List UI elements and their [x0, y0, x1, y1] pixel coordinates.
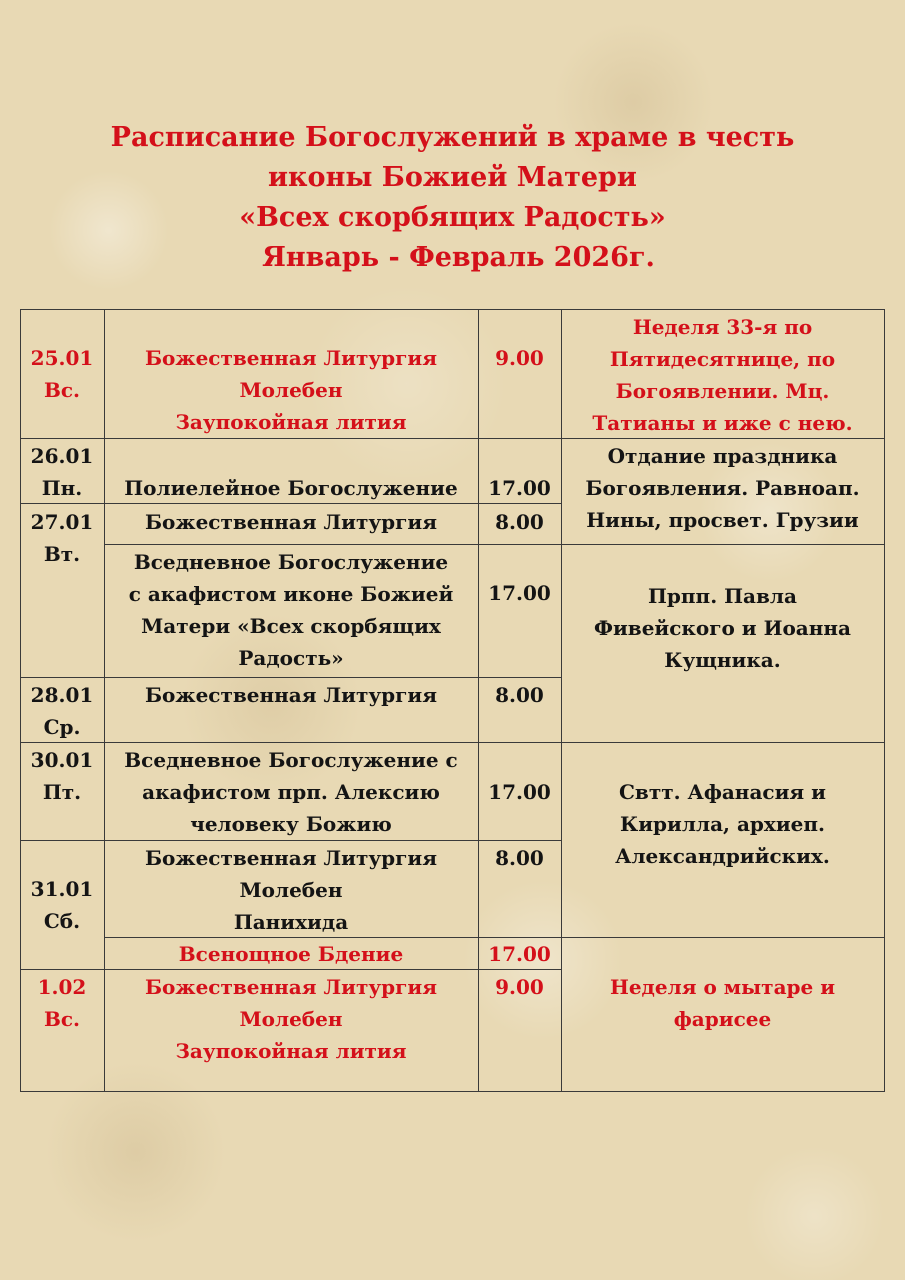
- feast-line: Отдание праздника: [607, 444, 838, 468]
- service-item: Всенощное Бдение: [178, 942, 404, 966]
- feast-line: Нины, просвет. Грузии: [586, 508, 859, 532]
- date: 25.01: [30, 346, 94, 370]
- date-cell: [20, 971, 104, 1035]
- date-cell: [20, 506, 104, 570]
- service-item: Божественная Литургия: [144, 683, 438, 707]
- service-item: Вседневное Богослужение: [133, 550, 449, 574]
- time: 8.00: [495, 683, 544, 707]
- feast-line: Богоявления. Равноап.: [585, 476, 860, 500]
- service-item: Радость»: [238, 646, 344, 670]
- feast-line: Кущника.: [664, 648, 781, 672]
- service-cell: [104, 938, 478, 970]
- time: 17.00: [488, 942, 551, 966]
- feast-cell: [561, 311, 884, 439]
- service-item: Полиелейное Богослужение: [124, 476, 458, 500]
- feast-line: Неделя о мытаре и: [609, 975, 836, 999]
- title-line: иконы Божией Матери: [268, 162, 637, 193]
- time-cell: [478, 842, 561, 874]
- service-cell: [104, 472, 478, 504]
- service-item: акафистом прп. Алексию: [142, 780, 440, 804]
- time: 9.00: [495, 346, 544, 370]
- weekday: Пт.: [42, 780, 82, 804]
- time-cell: [478, 971, 561, 1003]
- weekday: Ср.: [43, 715, 81, 739]
- time-cell: [478, 472, 561, 504]
- title-line: Расписание Богослужений в храме в честь: [110, 122, 795, 153]
- date: 30.01: [30, 748, 94, 772]
- feast-line: Пятидесятнице, по: [609, 347, 836, 371]
- time-cell: [478, 776, 561, 808]
- service-item: Божественная Литургия: [144, 346, 438, 370]
- service-cell: [104, 744, 478, 840]
- service-item: Божественная Литургия: [144, 846, 438, 870]
- service-item: Молебен: [239, 378, 343, 402]
- service-cell: [104, 842, 478, 938]
- service-item: Божественная Литургия: [144, 975, 438, 999]
- feast-line: Прпп. Павла: [648, 584, 797, 608]
- time: 17.00: [488, 476, 551, 500]
- weekday: Сб.: [43, 909, 81, 933]
- service-item: Молебен: [239, 878, 343, 902]
- time: 17.00: [488, 581, 551, 605]
- weekday: Вс.: [43, 1007, 81, 1031]
- date-cell: [20, 342, 104, 406]
- feast-line: Александрийских.: [615, 844, 830, 868]
- service-item: человеку Божию: [190, 812, 392, 836]
- feast-line: Неделя 33-я по: [632, 315, 813, 339]
- feast-line: Богоявлении. Мц.: [615, 379, 830, 403]
- feast-cell: [561, 776, 884, 872]
- time-cell: [478, 342, 561, 374]
- weekday: Вт.: [43, 542, 81, 566]
- title-line: «Всех скорбящих Радость»: [239, 202, 666, 233]
- time-cell: [478, 938, 561, 970]
- service-item: Заупокойная лития: [175, 1039, 407, 1063]
- date-cell: [20, 744, 104, 808]
- date: 1.02: [37, 975, 87, 999]
- feast-line: Свтт. Афанасия и: [619, 780, 826, 804]
- feast-cell: [561, 440, 884, 536]
- date-cell: [20, 679, 104, 743]
- feast-cell: [561, 971, 884, 1035]
- time-cell: [478, 577, 561, 609]
- service-item: Вседневное Богослужение с: [124, 748, 458, 772]
- service-cell: [104, 546, 478, 674]
- date: 31.01: [30, 877, 94, 901]
- service-item: Матери «Всех скорбящих: [141, 614, 441, 638]
- time: 9.00: [495, 975, 544, 999]
- service-item: Заупокойная лития: [175, 410, 407, 434]
- weekday: Пн.: [41, 476, 83, 500]
- feast-line: Татианы и иже с нею.: [592, 411, 853, 435]
- feast-line: фарисее: [673, 1007, 772, 1031]
- feast-cell: [561, 580, 884, 676]
- time-cell: [478, 679, 561, 711]
- service-cell: [104, 971, 478, 1067]
- time: 8.00: [495, 846, 544, 870]
- service-cell: [104, 506, 478, 538]
- service-item: с акафистом иконе Божией: [128, 582, 454, 606]
- title-line: Январь - Февраль 2026г.: [262, 242, 655, 273]
- date-cell: [20, 440, 104, 504]
- service-item: Молебен: [239, 1007, 343, 1031]
- service-cell: [104, 679, 478, 711]
- date: 28.01: [30, 683, 94, 707]
- feast-line: Кирилла, архиеп.: [620, 812, 825, 836]
- date: 27.01: [30, 510, 94, 534]
- time: 17.00: [488, 780, 551, 804]
- date-cell: [20, 873, 104, 937]
- service-item: Панихида: [233, 910, 349, 934]
- date: 26.01: [30, 444, 94, 468]
- time-cell: [478, 506, 561, 538]
- service-item: Божественная Литургия: [144, 510, 438, 534]
- weekday: Вс.: [43, 378, 81, 402]
- time: 8.00: [495, 510, 544, 534]
- service-cell: [104, 342, 478, 438]
- feast-line: Фивейского и Иоанна: [593, 616, 851, 640]
